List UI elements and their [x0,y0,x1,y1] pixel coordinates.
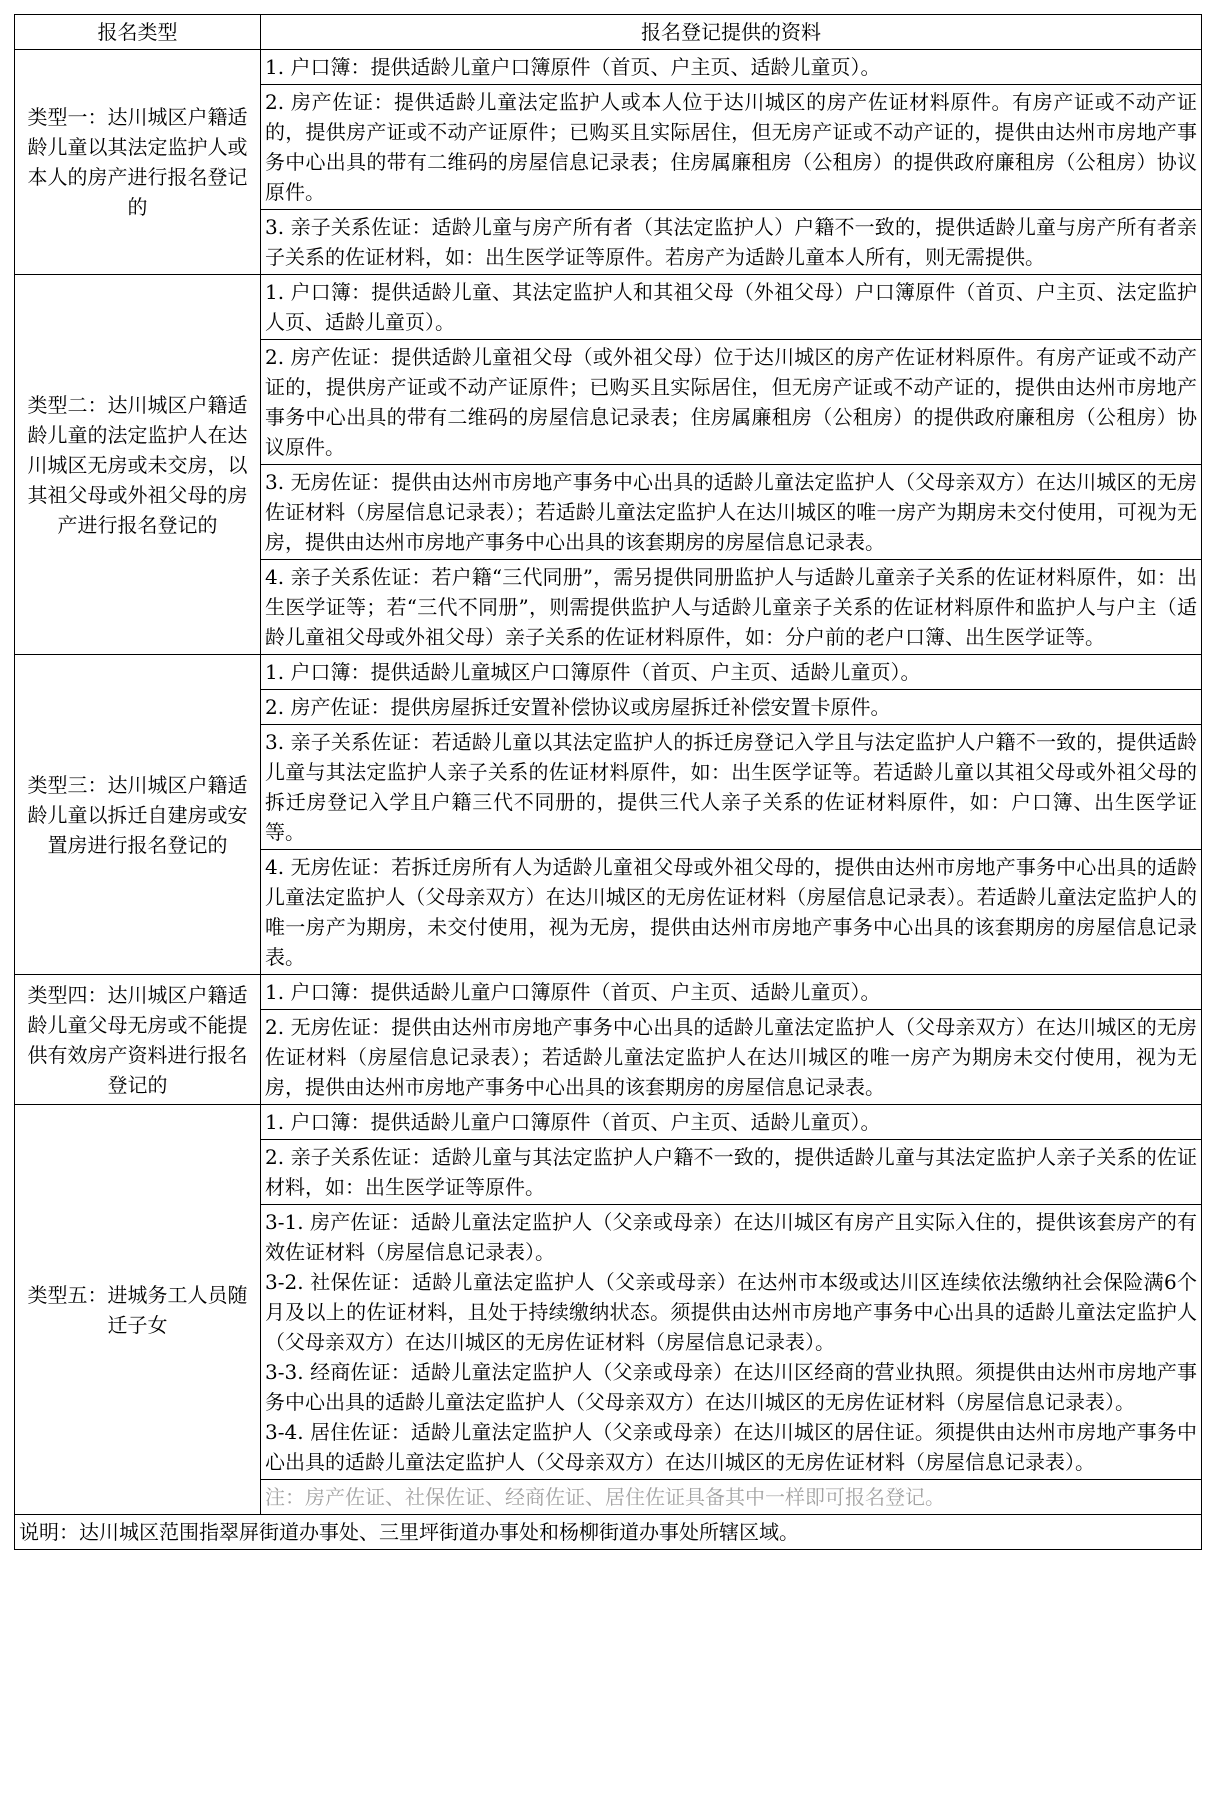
table-row [15,655,1202,690]
material-item: 3. 亲子关系佐证：若适龄儿童以其法定监护人的拆迁房登记入学且与法定监护人户籍不一致的，提供适龄儿童与其法定监护人亲子关系的佐证材料原件，如：出生医学证等。若适龄儿童以其祖父母或外祖父母的拆迁房登记入学且户籍三代不同册的，提供三代人亲子关系的佐证材料原件，如：户口簿、出生医学证等。 [261,725,1202,850]
table-row [15,1105,1202,1140]
header-type: 报名类型 [15,15,261,50]
material-item: 2. 无房佐证：提供由达州市房地产事务中心出具的适龄儿童法定监护人（父母亲双方）在达川城区的无房佐证材料（房屋信息记录表）；若适龄儿童法定监护人在达川城区的唯一房产为期房未交付使用，视为无房，提供由达州市房地产事务中心出具的该套期房的房屋信息记录表。 [261,1010,1202,1105]
table-row [15,975,1202,1010]
type-label: 类型五：进城务工人员随迁子女 [15,1105,261,1515]
material-item: 4. 无房佐证：若拆迁房所有人为适龄儿童祖父母或外祖父母的，提供由达州市房地产事务中心出具的适龄儿童法定监护人（父母亲双方）在达川城区的无房佐证材料（房屋信息记录表）。若适龄儿童法定监护人的唯一房产为期房，未交付使用，视为无房，提供由达州市房地产事务中心出具的该套期房的房屋信息记录表。 [261,850,1202,975]
material-item: 2. 房产佐证：提供适龄儿童法定监护人或本人位于达川城区的房产佐证材料原件。有房产证或不动产证的，提供房产证或不动产证原件；已购买且实际居住，但无房产证或不动产证的，提供由达州市房地产事务中心出具的带有二维码的房屋信息记录表；住房属廉租房（公租房）的提供政府廉租房（公租房）协议原件。 [261,85,1202,210]
footer-row [15,1515,1202,1550]
type-label: 类型四：达川城区户籍适龄儿童父母无房或不能提供有效房产资料进行报名登记的 [15,975,261,1105]
type-label: 类型一：达川城区户籍适龄儿童以其法定监护人或本人的房产进行报名登记的 [15,50,261,275]
footer-note: 说明：达川城区范围指翠屏街道办事处、三里坪街道办事处和杨柳街道办事处所辖区域。 [15,1515,1202,1550]
material-item: 2. 亲子关系佐证：适龄儿童与其法定监护人户籍不一致的，提供适龄儿童与其法定监护人亲子关系的佐证材料，如：出生医学证等原件。 [261,1140,1202,1205]
material-item: 1. 户口簿：提供适龄儿童户口簿原件（首页、户主页、适龄儿童页）。 [261,1105,1202,1140]
table-row [15,50,1202,85]
header-row [15,15,1202,50]
registration-materials-table [14,14,1202,1550]
header-materials: 报名登记提供的资料 [261,15,1202,50]
table-row [15,275,1202,340]
material-item: 1. 户口簿：提供适龄儿童户口簿原件（首页、户主页、适龄儿童页）。 [261,50,1202,85]
material-item: 3. 亲子关系佐证：适龄儿童与房产所有者（其法定监护人）户籍不一致的，提供适龄儿童与房产所有者亲子关系的佐证材料，如：出生医学证等原件。若房产为适龄儿童本人所有，则无需提供。 [261,210,1202,275]
material-item: 1. 户口簿：提供适龄儿童城区户口簿原件（首页、户主页、适龄儿童页）。 [261,655,1202,690]
material-item: 1. 户口簿：提供适龄儿童户口簿原件（首页、户主页、适龄儿童页）。 [261,975,1202,1010]
material-item: 1. 户口簿：提供适龄儿童、其法定监护人和其祖父母（外祖父母）户口簿原件（首页、户主页、法定监护人页、适龄儿童页）。 [261,275,1202,340]
material-item: 3. 无房佐证：提供由达州市房地产事务中心出具的适龄儿童法定监护人（父母亲双方）在达川城区的无房佐证材料（房屋信息记录表）；若适龄儿童法定监护人在达川城区的唯一房产为期房未交付使用，可视为无房，提供由达州市房地产事务中心出具的该套期房的房屋信息记录表。 [261,465,1202,560]
material-item: 4. 亲子关系佐证：若户籍“三代同册”，需另提供同册监护人与适龄儿童亲子关系的佐证材料原件，如：出生医学证等；若“三代不同册”，则需提供监护人与适龄儿童亲子关系的佐证材料原件和监护人与户主（适龄儿童祖父母或外祖父母）亲子关系的佐证材料原件，如：分户前的老户口簿、出生医学证等。 [261,560,1202,655]
material-item-options: 3-1. 房产佐证：适龄儿童法定监护人（父亲或母亲）在达川城区有房产且实际入住的，提供该套房产的有效佐证材料（房屋信息记录表）。 3-2. 社保佐证：适龄儿童法定监护人（父亲或母亲）在达州市本级或达川区连续依法缴纳社会保险满6个月及以上的佐证材料，且处于持续缴纳状态。须提供由达州市房地产事务中心出具的适龄儿童法定监护人（父母亲双方）在达川城区的无房佐证材料（房屋信息记录表）。 3-3. 经商佐证：适龄儿童法定监护人（父亲或母亲）在达川区经商的营业执照。须提供由达州市房地产事务中心出具的适龄儿童法定监护人（父母亲双方）在达川城区的无房佐证材料（房屋信息记录表）。 3-4. 居住佐证：适龄儿童法定监护人（父亲或母亲）在达川城区的居住证。须提供由达州市房地产事务中心出具的适龄儿童法定监护人（父母亲双方）在达川城区的无房佐证材料（房屋信息记录表）。 [261,1205,1202,1480]
material-note: 注：房产佐证、社保佐证、经商佐证、居住佐证具备其中一样即可报名登记。 [261,1480,1202,1515]
type-label: 类型三：达川城区户籍适龄儿童以拆迁自建房或安置房进行报名登记的 [15,655,261,975]
material-item: 2. 房产佐证：提供适龄儿童祖父母（或外祖父母）位于达川城区的房产佐证材料原件。有房产证或不动产证的，提供房产证或不动产证原件；已购买且实际居住，但无房产证或不动产证的，提供由达州市房地产事务中心出具的带有二维码的房屋信息记录表；住房属廉租房（公租房）的提供政府廉租房（公租房）协议原件。 [261,340,1202,465]
type-label: 类型二：达川城区户籍适龄儿童的法定监护人在达川城区无房或未交房，以其祖父母或外祖父母的房产进行报名登记的 [15,275,261,655]
material-item: 2. 房产佐证：提供房屋拆迁安置补偿协议或房屋拆迁补偿安置卡原件。 [261,690,1202,725]
